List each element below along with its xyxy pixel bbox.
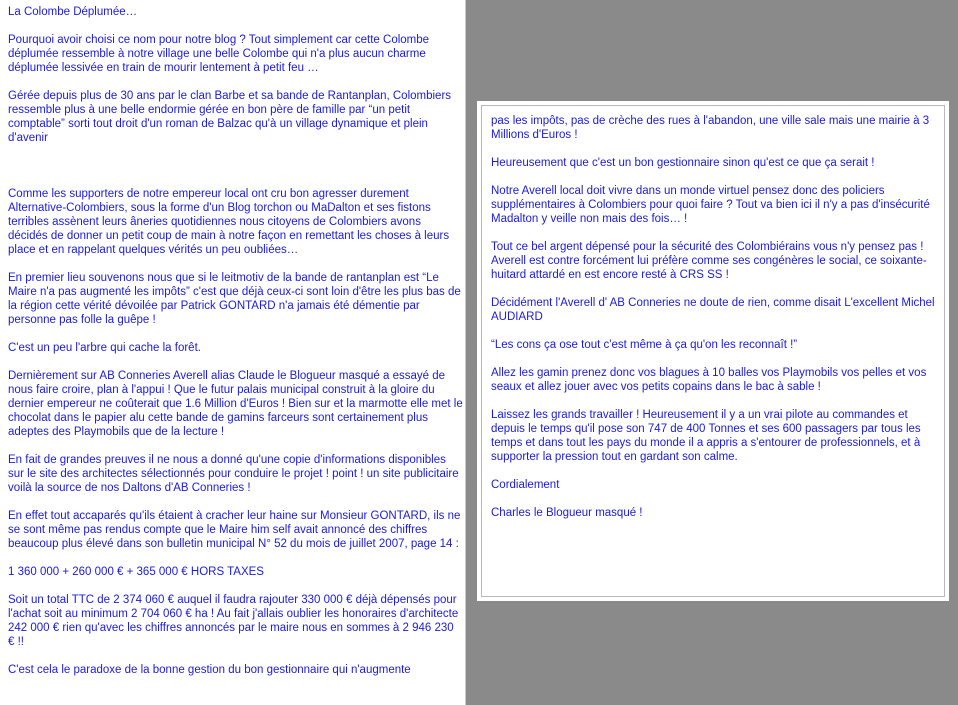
paragraph: Pourquoi avoir choisi ce nom pour notre blog ? Tout simplement car cette Colombe déplumée ressemble à notre village une belle Colombe qui n'a plus aucun charme déplumée lessivée en train de mourir lentement à petit feu … (8, 34, 430, 74)
paragraph: Heureusement que c'est un bon gestionnaire sinon qu'est ce que ça serait ! (491, 157, 875, 169)
page-left-text (8, 5, 463, 691)
paragraph: Tout ce bel argent dépensé pour la sécurité des Colombiérains vous n'y pensez pas ! Averell est contre forcément lui préfère comme ses congénères le social, ce soixante-huitard attardé en est encore resté à CRS SS ! (491, 241, 927, 281)
document-page-right (477, 101, 949, 601)
paragraph: C'est cela le paradoxe de la bonne gestion du bon gestionnaire qui n'augmente (8, 664, 411, 676)
paragraph: Soit un total TTC de 2 374 060 € auquel il faudra rajouter 330 000 € déjà dépensés pour l'achat soit au minimum 2 704 060 € ha ! Au fait j'allais oublier les honoraires d'architecte 242 000 € rien qu'avec les chiffres annoncés par le maire nous en sommes à 2 946 230 € !! (8, 594, 459, 648)
blog-title: La Colombe Déplumée… (8, 6, 138, 18)
page-right-text (491, 114, 943, 534)
cost-line: 1 360 000 + 260 000 € + 365 000 € HORS TAXES (8, 566, 264, 578)
paragraph: En premier lieu souvenons nous que si le leitmotiv de la bande de rantanplan est “Le Maire n'a pas augmenté les impôts” c'est que déjà ceux-ci sont loin d'être les plus bas de la région cette vérité dévoilée par Patrick GONTARD n'a jamais été démentie par personne pas folle la guêpe ! (8, 272, 461, 326)
paragraph: C'est un peu l'arbre qui cache la forêt. (8, 342, 201, 354)
text-frame (481, 105, 945, 597)
document-page-left (0, 0, 466, 705)
quote: “Les cons ça ose tout c'est même à ça qu'on les reconnaît !” (491, 339, 798, 351)
paragraph: Décidément l'Averell d' AB Conneries ne doute de rien, comme disait L'excellent Michel AUDIARD (491, 297, 935, 323)
sign-off: Cordialement (491, 479, 560, 491)
paragraph: Dernièrement sur AB Conneries Averell alias Claude le Blogueur masqué a essayé de nous faire croire, plan à l'appui ! Que le futur palais municipal construit à la gloire du dernier empereur ne coûterait que 1.6 Million d'Euros ! Bien sur et la marmotte elle met le chocolat dans le papier alu cette bande de gamins farceurs sont certainement plus adeptes des Playmobils que de la lecture ! (8, 370, 463, 438)
paragraph: Laissez les grands travailler ! Heureusement il y a un vrai pilote au commandes et depuis le temps qu'il pose son 747 de 400 Tonnes et ses 600 passagers par tous les temps et dans tout les pays du monde il a appris a s'entourer de professionnels, et à supporter la pression tout en gardant son calme. (491, 409, 921, 463)
paragraph: En effet tout accaparés qu'ils étaient à cracher leur haine sur Monsieur GONTARD, ils ne se sont même pas rendus compte que le Maire him self avait annoncé des chiffres beaucoup plus élevé dans son bulletin municipal N° 52 du mois de juillet 2007, page 14 : (8, 510, 461, 550)
signature: Charles le Blogueur masqué ! (491, 507, 643, 519)
paragraph: Allez les gamin prenez donc vos blagues à 10 balles vos Playmobils vos pelles et vos seaux et allez jouer avec vos petits copains dans le bac à sable ! (491, 367, 927, 393)
paragraph: Comme les supporters de notre empereur local ont cru bon agresser durement Alternative-Colombiers, sous la forme d'un Blog torchon ou MaDalton et ses fistons terribles assènent leurs âneries quotidiennes nous citoyens de Colombiers avons décidés de donner un petit coup de main à notre façon en remettant les choses à leurs place et en rappelant quelques vérités un peu oubliées… (8, 188, 450, 256)
paragraph: Gérée depuis plus de 30 ans par le clan Barbe et sa bande de Rantanplan, Colombiers ressemble plus à une belle endormie gérée en bon père de famille par “un petit comptable” sorti tout droit d'un roman de Balzac qu'à un village dynamique et plein d'avenir (8, 90, 452, 144)
paragraph: En fait de grandes preuves il ne nous a donné qu'une copie d'informations disponibles sur le site des architectes sélectionnés pour conduire le projet ! point ! un site publicitaire voilà la source de nos Daltons d'AB Conneries ! (8, 454, 459, 494)
paragraph: pas les impôts, pas de crèche des rues à l'abandon, une ville sale mais une mairie à 3 Millions d'Euros ! (491, 115, 930, 141)
paragraph: Notre Averell local doit vivre dans un monde virtuel pensez donc des policiers supplémentaires à Colombiers pour quoi faire ? Tout va bien ici il n'y a pas d'insécurité Madalton y veille non mais des fois… ! (491, 185, 930, 225)
